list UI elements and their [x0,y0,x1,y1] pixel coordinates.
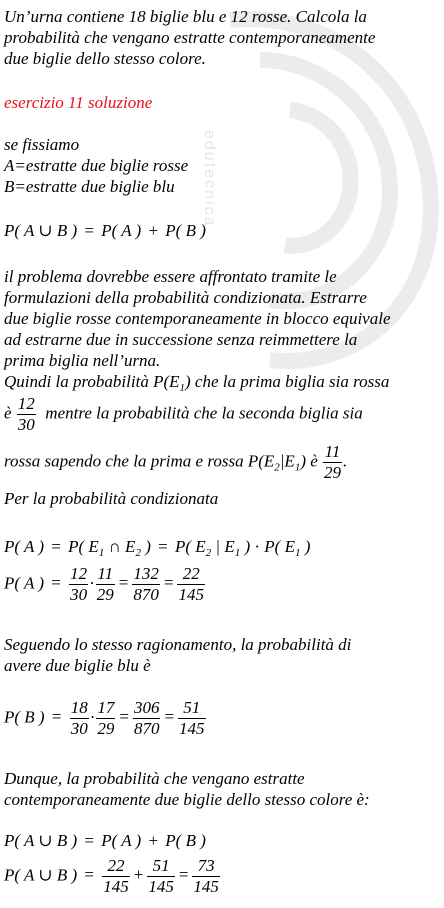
equation-red: P( A ) = $\frac{12}{30}$ · $\frac{11}{29}$ = $\frac{132}{870}$ = $\frac{22}{145}$ [4,564,204,604]
equation-conditional: P( A ) = P( $E_1$ ∩ $E_2$ ) = P( $E_2$ | $E_1$ ) · P( $E_1$ ) [4,537,311,559]
equation-sum: P( A ∪ B ) = $\frac{22}{145}$ + $\frac{51}{145}$ = $\frac{73}{145}$ [4,856,219,896]
prob-second-red: rossa sapendo che la prima e rossa $P(E_2|E_1)$ è $\frac{11}{29}$ . [4,442,348,482]
definitions: se fissiamo A=estratte due biglie rosse B=estratte due biglie blu [4,135,189,196]
equation-union-2: P( A ∪ B ) = P( A ) + P( B ) [4,831,206,850]
equation-union: P( A ∪ B ) = P( A ) + P( B ) [4,221,206,240]
fraction-12-30: $\frac{12}{30}$ [17,394,35,434]
watermark-text: edutecnica [201,130,218,228]
fraction-11-29: $\frac{11}{29}$ [324,442,342,482]
equation-blue: P( B ) = $\frac{18}{30}$ · $\frac{17}{29}$ = $\frac{306}{870}$ = $\frac{51}{145}$ [4,698,205,738]
solution-heading: esercizio 11 soluzione [4,93,153,112]
problem-statement: Un’urna contiene 18 biglie blu e 12 rosse. Calcola la probabilità che vengano estratte contemporaneamente due biglie dello stesso colore. [4,7,376,68]
paragraph-conditional: il problema dovrebbe essere affrontato tramite le formulazioni della probabilità condizionata. Estrarre due biglie rosse contemporaneamente in blocco equivale ad estrarne due in successione senza reimmettere la prima biglia nell’urna. Quindi la probabilità $P(E_1)$ che la prima biglia sia rossa [4,266,390,399]
final-paragraph: Dunque, la probabilità che vengano estratte contemporaneamente due biglie dello stesso colore è: [4,769,370,809]
prob-fraction-line: è $\frac{12}{30}$ mentre la probabilità che la seconda biglia sia [4,394,363,434]
conditional-label: Per la probabilità condizionata [4,489,219,508]
prob-first-red: Quindi la probabilità $P(E_1)$ che la prima biglia sia rossa [4,372,390,394]
blue-paragraph: Seguendo lo stesso ragionamento, la probabilità di avere due biglie blu è [4,635,352,675]
